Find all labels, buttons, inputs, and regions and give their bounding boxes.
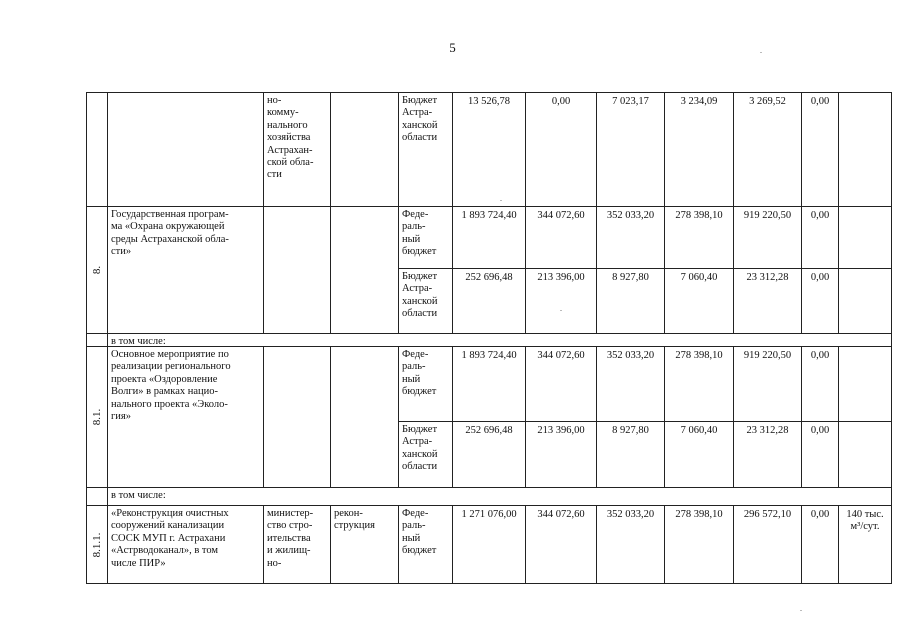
amount-cell: 23 312,28 (733, 268, 802, 334)
amount-cell: 344 072,60 (525, 505, 597, 584)
amount-cell: 252 696,48 (452, 268, 526, 334)
amount-cell: 8 927,80 (596, 268, 665, 334)
funding-source: Бюджет Астра- ханской области (398, 92, 453, 207)
amount-cell: 0,00 (801, 206, 839, 269)
amount-cell: 919 220,50 (733, 346, 802, 422)
program-name (107, 92, 264, 207)
funding-source: Феде- раль- ный бюджет (398, 505, 453, 584)
amount-cell: 352 033,20 (596, 346, 665, 422)
amount-cell: 0,00 (801, 505, 839, 584)
amount-cell: 0,00 (801, 92, 839, 207)
row-number: 8. (90, 265, 103, 275)
program-name: «Реконструкция очистных сооружений канализации СОСК МУП г. Астрахани «Астрводоканал», в том числе ПИР» (107, 505, 264, 584)
capacity-cell (838, 268, 892, 334)
funding-source: Феде- раль- ный бюджет (398, 346, 453, 422)
amount-cell: 213 396,00 (525, 268, 597, 334)
amount-cell: 7 023,17 (596, 92, 665, 207)
activity-type (330, 92, 399, 207)
row-number-cell (86, 487, 108, 506)
amount-cell: 13 526,78 (452, 92, 526, 207)
amount-cell: 352 033,20 (596, 505, 665, 584)
subtotal-label: в том числе: (107, 333, 892, 347)
scan-speck (800, 610, 802, 611)
amount-cell: 278 398,10 (664, 206, 734, 269)
amount-cell: 213 396,00 (525, 421, 597, 488)
amount-cell: 3 269,52 (733, 92, 802, 207)
subtotal-label: в том числе: (107, 487, 892, 506)
row-number-cell (86, 333, 108, 347)
amount-cell: 23 312,28 (733, 421, 802, 488)
executor: но- комму- нального хозяйства Астрахан- ской обла- сти (263, 92, 331, 207)
scan-speck (760, 52, 762, 53)
amount-cell: 8 927,80 (596, 421, 665, 488)
capacity-cell (838, 206, 892, 269)
executor (263, 346, 331, 488)
capacity-cell (838, 421, 892, 488)
capacity-cell (838, 346, 892, 422)
amount-cell: 1 893 724,40 (452, 206, 526, 269)
row-number-cell (86, 505, 108, 584)
activity-type (330, 346, 399, 488)
program-name: Государственная програм- ма «Охрана окружающей среды Астраханской обла- сти» (107, 206, 264, 334)
row-number-cell (86, 346, 108, 488)
amount-cell: 278 398,10 (664, 346, 734, 422)
amount-cell: 344 072,60 (525, 346, 597, 422)
capacity-cell: 140 тыс. м³/сут. (838, 505, 892, 584)
amount-cell: 0,00 (801, 268, 839, 334)
program-name: Основное мероприятие по реализации регионального проекта «Оздоровление Волги» в рамках нацио- нального проекта «Эколо- гия» (107, 346, 264, 488)
row-number-cell (86, 92, 108, 207)
amount-cell: 352 033,20 (596, 206, 665, 269)
amount-cell: 3 234,09 (664, 92, 734, 207)
amount-cell: 0,00 (525, 92, 597, 207)
row-number: 8.1.1. (90, 532, 103, 557)
amount-cell: 1 893 724,40 (452, 346, 526, 422)
activity-type: рекон- струкция (330, 505, 399, 584)
amount-cell: 7 060,40 (664, 421, 734, 488)
scan-speck (500, 200, 502, 201)
capacity-cell (838, 92, 892, 207)
amount-cell: 919 220,50 (733, 206, 802, 269)
funding-source: Бюджет Астра- ханской области (398, 421, 453, 488)
funding-source: Феде- раль- ный бюджет (398, 206, 453, 269)
amount-cell: 0,00 (801, 421, 839, 488)
scan-speck (560, 310, 562, 311)
amount-cell: 296 572,10 (733, 505, 802, 584)
amount-cell: 7 060,40 (664, 268, 734, 334)
row-number: 8.1. (90, 408, 103, 426)
row-number-cell (86, 206, 108, 334)
funding-source: Бюджет Астра- ханской области (398, 268, 453, 334)
executor (263, 206, 331, 334)
activity-type (330, 206, 399, 334)
amount-cell: 0,00 (801, 346, 839, 422)
amount-cell: 1 271 076,00 (452, 505, 526, 584)
executor: министер- ство стро- ительства и жилищ- но- (263, 505, 331, 584)
page-number: 5 (449, 40, 456, 55)
amount-cell: 278 398,10 (664, 505, 734, 584)
amount-cell: 344 072,60 (525, 206, 597, 269)
amount-cell: 252 696,48 (452, 421, 526, 488)
